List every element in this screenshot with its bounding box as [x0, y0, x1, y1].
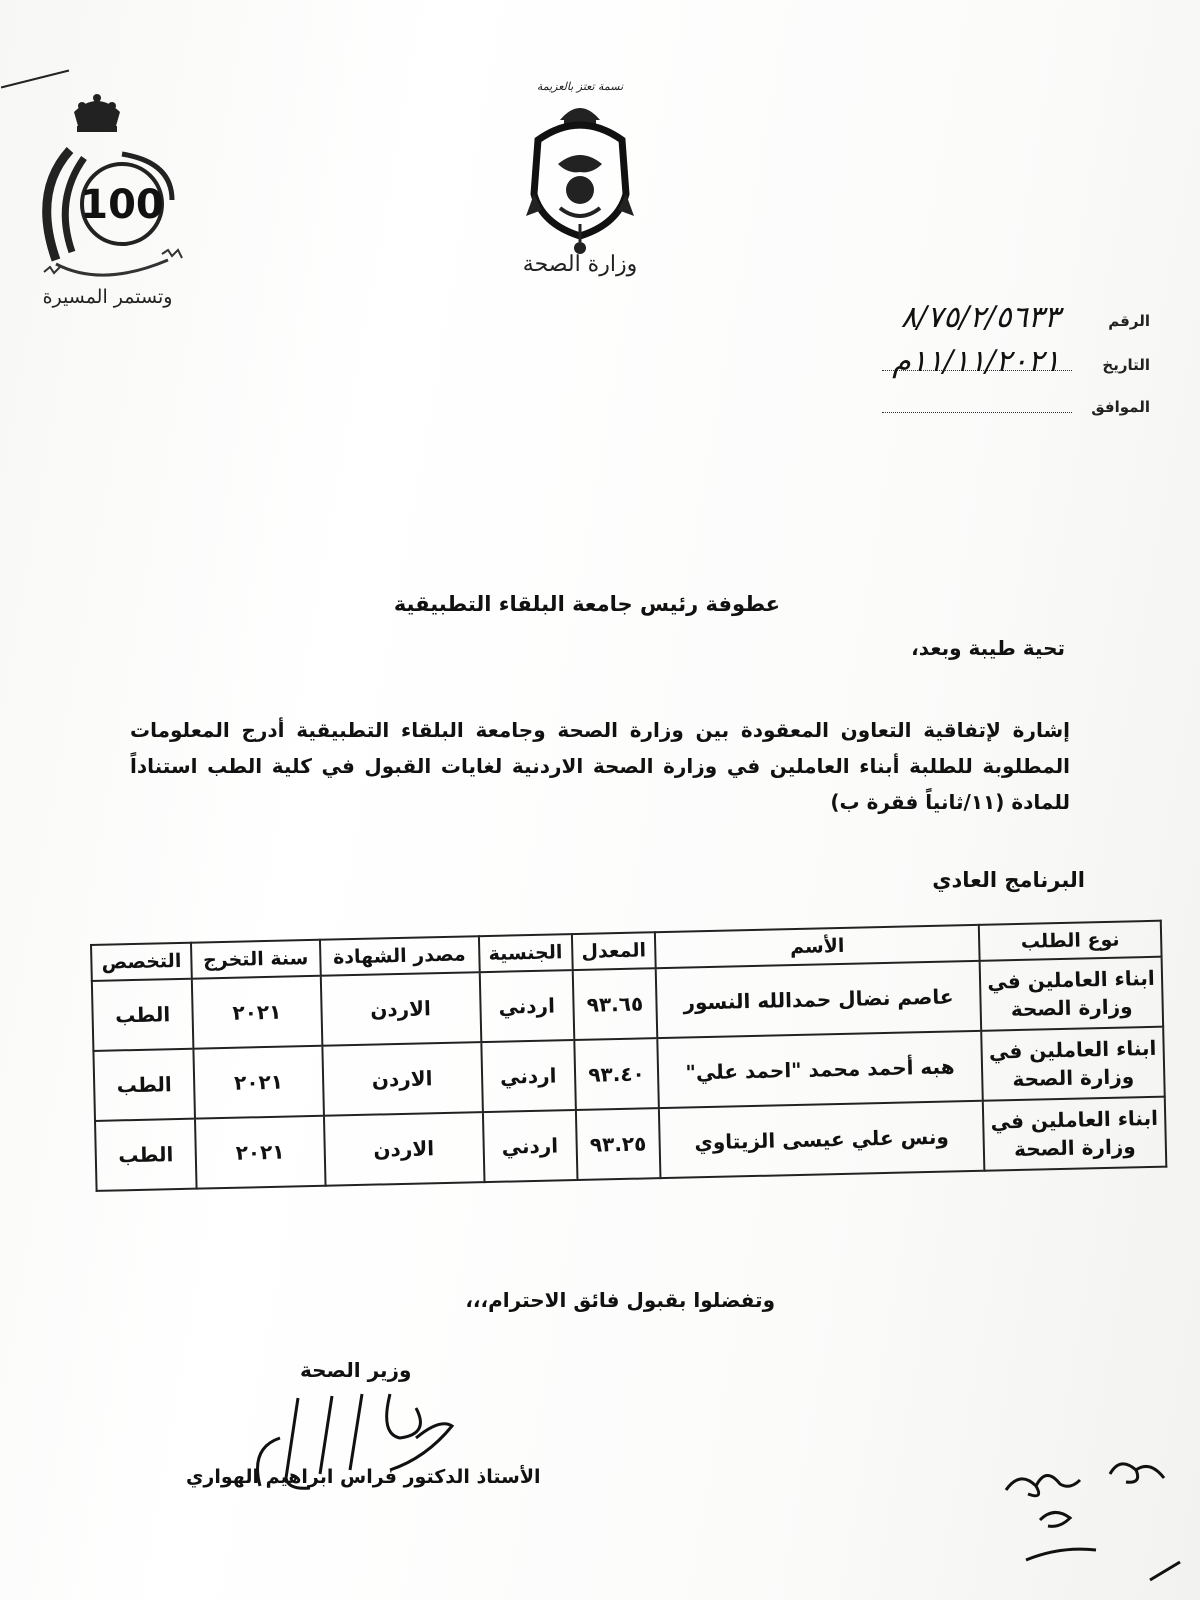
letter-closing: وتفضلوا بقبول فائق الاحترام،،، [465, 1288, 775, 1312]
centennial-slogan: وتستمر المسيرة [42, 286, 173, 308]
letter-greeting: تحية طيبة وبعد، [911, 636, 1065, 660]
emblem-motto: نسمة تعتز بالعزيمة [536, 80, 624, 93]
specialization-cell: الطب [95, 1119, 197, 1191]
name-cell: ونس علي عيسى الزيتاوي [659, 1101, 985, 1178]
reference-date-row [790, 344, 1150, 386]
name-cell: هبه أحمد محمد "احمد علي" [657, 1031, 983, 1108]
certificate-source-cell: الاردن [323, 1112, 484, 1186]
certificate-source-cell: الاردن [322, 1042, 483, 1116]
header-nationality: الجنسية [478, 934, 572, 972]
request-type-line2: وزارة الصحة [1013, 1134, 1136, 1162]
students-table [90, 920, 1167, 1192]
handwritten-annotation [1000, 1450, 1190, 1590]
header-certificate-source: مصدر الشهادة [319, 936, 479, 976]
reference-hijri-row [790, 394, 1150, 428]
program-title: البرنامج العادي [932, 868, 1085, 892]
reference-number-value: ٨/٧٥/٢/٥٦٣٣ [900, 300, 1060, 335]
average-cell: ٩٣.٦٥ [573, 968, 658, 1040]
page-edge-mark [1, 70, 69, 89]
header-request-type: نوع الطلب [979, 921, 1162, 961]
average-cell: ٩٣.٢٥ [576, 1108, 661, 1180]
request-type-line2: وزارة الصحة [1012, 1064, 1135, 1092]
request-type-line1: ابناء العاملين في [988, 1035, 1157, 1064]
minister-name: الأستاذ الدكتور فراس ابراهيم الهواري [186, 1466, 541, 1488]
header-name: الأسم [655, 925, 980, 968]
header-average: المعدل [572, 932, 656, 970]
letter-body-paragraph: إشارة لإتفاقية التعاون المعقودة بين وزارة الصحة وجامعة البلقاء التطبيقية أدرج المعلومات المطلوبة للطلبة أبناء العاملين في وزارة الصحة الاردنية لغايات القبول في كلية الطب استناداً للمادة (١١/ثانياً فقرة ب) [130, 718, 1070, 814]
name-cell: عاصم نضال حمدالله النسور [656, 961, 982, 1038]
request-type-cell [980, 957, 1164, 1031]
specialization-cell: الطب [93, 1049, 195, 1121]
graduation-year-cell: ٢٠٢١ [192, 976, 322, 1049]
reference-number-row [790, 300, 1150, 342]
request-type-line1: ابناء العاملين في [987, 965, 1156, 994]
nationality-cell: اردني [481, 1040, 576, 1112]
request-type-line2: وزارة الصحة [1010, 994, 1133, 1022]
reference-date-value: ١١/١١/٢٠٢١م [892, 344, 1060, 379]
header-specialization: التخصص [91, 943, 192, 981]
request-type-line1: ابناء العاملين في [990, 1105, 1159, 1134]
graduation-year-cell: ٢٠٢١ [193, 1046, 323, 1119]
average-cell: ٩٣.٤٠ [574, 1038, 659, 1110]
nationality-cell: اردني [479, 970, 574, 1042]
request-type-cell [983, 1097, 1167, 1171]
letter-recipient: عطوفة رئيس جامعة البلقاء التطبيقية [393, 592, 780, 616]
nationality-cell: اردني [482, 1110, 577, 1182]
graduation-year-cell: ٢٠٢١ [195, 1116, 325, 1189]
specialization-cell: الطب [92, 979, 194, 1051]
centennial-number: 100 [80, 182, 164, 228]
ministry-name: وزارة الصحة [522, 252, 638, 277]
reference-date-label: التاريخ [1102, 356, 1150, 374]
hijri-dotted-line [882, 412, 1072, 413]
minister-title: وزير الصحة [300, 1358, 412, 1382]
reference-hijri-label: الموافق [1091, 398, 1150, 416]
certificate-source-cell: الاردن [320, 972, 481, 1046]
students-table-container [90, 920, 1167, 1192]
reference-number-label: الرقم [1108, 312, 1150, 330]
header-graduation-year: سنة التخرج [191, 940, 320, 979]
request-type-cell [981, 1027, 1165, 1101]
